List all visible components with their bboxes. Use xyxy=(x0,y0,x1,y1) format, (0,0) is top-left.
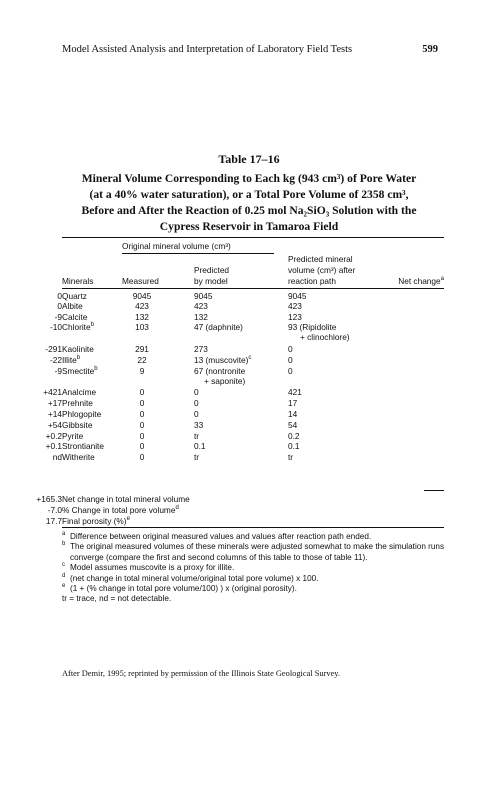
summary-label-text: Final porosity (%) xyxy=(62,516,127,526)
mineral-name: Smectite xyxy=(62,366,95,376)
summary-label xyxy=(62,505,179,515)
cell-path: 0 xyxy=(288,344,293,354)
mineral-sup: b xyxy=(94,366,98,373)
table-title-line: Cypress Reservoir in Tamaroa Field xyxy=(159,220,339,233)
footnotes xyxy=(62,532,447,605)
cell-net-change: +54 xyxy=(47,420,62,430)
cell-path: tr xyxy=(288,452,294,462)
running-head-title: Model Assisted Analysis and Interpretation of Laboratory Field Tests xyxy=(62,44,353,55)
cell-predicted-cont: + saponite) xyxy=(204,376,246,386)
cell-predicted xyxy=(194,452,199,462)
predicted-value: 0 xyxy=(194,387,199,397)
table-title-line: Mineral Volume Corresponding to Each kg (943 cm³) of Pore Water xyxy=(81,172,417,185)
summary-label xyxy=(62,516,130,526)
table-number: Table 17–16 xyxy=(218,152,280,166)
cell-mineral xyxy=(62,409,101,419)
cell-net-change: 0 xyxy=(57,301,62,311)
summary-value: 17.7 xyxy=(45,516,62,526)
footnote-mark: e xyxy=(62,583,66,590)
cell-mineral xyxy=(62,291,87,301)
cell-predicted xyxy=(194,387,199,397)
summary-label-text: Net change in total mineral volume xyxy=(62,494,190,504)
cell-predicted xyxy=(194,431,199,441)
cell-mineral xyxy=(62,312,87,322)
cell-path: 17 xyxy=(288,398,298,408)
cell-measured: 0 xyxy=(139,452,145,462)
cell-predicted xyxy=(194,322,243,332)
mineral-name: Kaolinite xyxy=(62,344,94,354)
page-number: 599 xyxy=(422,44,438,55)
cell-mineral xyxy=(62,431,83,441)
header-path-3: reaction path xyxy=(288,276,336,286)
running-head xyxy=(62,44,438,55)
footnote xyxy=(62,574,447,584)
predicted-value: tr xyxy=(194,452,200,462)
cell-measured: 132 xyxy=(135,312,149,322)
header-group-rule xyxy=(122,253,274,254)
cell-net-change: -10 xyxy=(50,322,62,332)
table-title-line: Before and After the Reaction of 0.25 mol Na₂SiO₃ Solution with the xyxy=(81,204,417,217)
header-measured: Measured xyxy=(122,276,159,286)
cell-net-change: +0.1 xyxy=(45,441,62,451)
mineral-name: Illite xyxy=(62,355,77,365)
header-net-change xyxy=(398,276,444,286)
cell-measured: 9045 xyxy=(132,291,152,301)
cell-path: 0 xyxy=(288,355,293,365)
footnote-text: (1 + (% change in total pore volume/100) ) x (original porosity). xyxy=(70,584,297,594)
header-path-1: Predicted mineral xyxy=(288,254,353,264)
cell-measured: 0 xyxy=(139,409,145,419)
mineral-name: Analcime xyxy=(62,387,97,397)
predicted-value: 33 xyxy=(194,420,204,430)
cell-path: 9045 xyxy=(288,291,307,301)
cell-net-change: -9 xyxy=(54,366,62,376)
summary-sup: d xyxy=(175,505,179,512)
cell-path-cont: + clinochlore) xyxy=(300,332,350,342)
predicted-value: 132 xyxy=(194,312,208,322)
mineral-name: Quartz xyxy=(62,291,87,301)
cell-measured: 0 xyxy=(139,431,145,441)
predicted-value: 273 xyxy=(194,344,208,354)
cell-path: 423 xyxy=(288,301,302,311)
cell-net-change: -9 xyxy=(54,312,62,322)
predicted-value: 13 (muscovite) xyxy=(194,355,249,365)
cell-mineral xyxy=(62,344,94,354)
cell-predicted xyxy=(194,366,245,376)
mineral-name: Pyrite xyxy=(62,431,84,441)
table-header-rule xyxy=(62,288,444,289)
predicted-value: tr xyxy=(194,431,200,441)
cell-measured: 0 xyxy=(139,398,145,408)
predicted-value: 0 xyxy=(194,409,199,419)
cell-mineral xyxy=(62,452,95,462)
table-top-rule xyxy=(62,237,444,238)
footnote xyxy=(62,532,447,542)
mineral-name: Prehnite xyxy=(62,398,93,408)
header-path-2: volume (cm³) after xyxy=(288,265,356,275)
cell-measured: 0 xyxy=(139,420,145,430)
summary-label-text: % Change in total pore volume xyxy=(62,505,176,515)
predicted-value: 423 xyxy=(194,301,208,311)
cell-path: 0.2 xyxy=(288,431,300,441)
header-predicted-1: Predicted xyxy=(194,265,230,275)
cell-path: 93 (Ripidolite xyxy=(288,322,337,332)
cell-net-change: -291 xyxy=(45,344,62,354)
cell-net-change: 0 xyxy=(57,291,62,301)
cell-predicted xyxy=(194,355,251,365)
summary-label xyxy=(62,494,190,504)
predicted-value: 0 xyxy=(194,398,199,408)
cell-mineral xyxy=(62,322,94,332)
cell-mineral xyxy=(62,420,92,430)
source-credit: After Demir, 1995; reprinted by permission of the Illinois State Geological Survey. xyxy=(62,669,340,678)
footnote xyxy=(62,563,447,573)
cell-predicted xyxy=(194,291,212,301)
table-title-line: (at a 40% water saturation), or a Total Pore Volume of 2358 cm³, xyxy=(89,188,409,201)
header-net-sup: a xyxy=(440,276,444,283)
cell-net-change: nd xyxy=(52,452,62,462)
cell-measured: 0 xyxy=(139,441,145,451)
footnote xyxy=(62,584,447,594)
header-group-label: Original mineral volume (cm³) xyxy=(122,241,231,251)
cell-measured: 9 xyxy=(139,366,145,376)
mineral-sup: b xyxy=(76,355,81,362)
cell-net-change: +421 xyxy=(43,387,62,397)
mineral-name: Calcite xyxy=(62,312,88,322)
summary-value: +165.3 xyxy=(36,494,62,504)
footnote-text: Model assumes muscovite is a proxy for illite. xyxy=(70,563,235,573)
cell-path: 421 xyxy=(288,387,302,397)
cell-measured: 291 xyxy=(135,344,149,354)
predicted-value: 9045 xyxy=(194,291,213,301)
footnote-mark: a xyxy=(62,531,66,537)
nd-underline xyxy=(424,490,444,491)
cell-predicted xyxy=(194,312,208,322)
predicted-value: 47 (daphnite) xyxy=(194,322,243,332)
cell-net-change: +17 xyxy=(47,398,62,408)
summary-sup: e xyxy=(126,516,130,523)
footnote xyxy=(62,542,447,563)
cell-measured: 22 xyxy=(137,355,147,365)
footnote-text: (net change in total mineral volume/original total pore volume) x 100. xyxy=(70,573,319,583)
cell-path: 123 xyxy=(288,312,302,322)
mineral-name: Gibbsite xyxy=(62,420,93,430)
mineral-name: Phlogopite xyxy=(62,409,102,419)
footnote-text: Difference between original measured values and values after reaction path ended. xyxy=(70,532,372,541)
cell-mineral xyxy=(62,301,83,311)
cell-measured: 103 xyxy=(135,322,149,332)
mineral-name: Chlorite xyxy=(62,322,91,332)
footnote-mark: d xyxy=(62,572,66,579)
summary-value: -7.0 xyxy=(47,505,62,515)
cell-net-change: -22 xyxy=(50,355,62,365)
header-minerals: Minerals xyxy=(62,276,94,286)
cell-mineral xyxy=(62,398,93,408)
predicted-value: 0.1 xyxy=(194,441,206,451)
mineral-name: Strontianite xyxy=(62,441,104,451)
footnote xyxy=(62,594,447,604)
footnote-text: The original measured volumes of these minerals were adjusted somewhat to make the simulation runs converge (compare the first and second columns of this table to those of table 11). xyxy=(70,542,445,562)
cell-path: 0.1 xyxy=(288,441,300,451)
cell-mineral xyxy=(62,387,96,397)
cell-mineral xyxy=(62,441,104,451)
header-net-label: Net change xyxy=(398,276,441,286)
cell-predicted xyxy=(194,441,206,451)
predicted-value: 67 (nontronite xyxy=(194,366,246,376)
cell-measured: 0 xyxy=(139,387,145,397)
cell-net-change: +14 xyxy=(47,409,62,419)
predicted-sup: c xyxy=(248,355,252,362)
cell-predicted xyxy=(194,409,199,419)
cell-path: 0 xyxy=(288,366,293,376)
header-predicted-2: by model xyxy=(194,276,228,286)
cell-predicted xyxy=(194,301,208,311)
footnote-mark: b xyxy=(62,541,66,548)
cell-measured: 423 xyxy=(135,301,149,311)
cell-net-change: +0.2 xyxy=(45,431,62,441)
cell-mineral xyxy=(62,366,98,376)
table-title-block xyxy=(40,152,458,235)
footnote-mark: c xyxy=(62,562,65,569)
mineral-name: Witherite xyxy=(62,452,95,462)
cell-predicted xyxy=(194,420,203,430)
cell-path: 14 xyxy=(288,409,298,419)
table-bottom-rule xyxy=(62,527,444,528)
cell-predicted xyxy=(194,344,208,354)
mineral-sup: b xyxy=(90,322,94,329)
cell-mineral xyxy=(62,355,80,365)
footnote-text: tr = trace, nd = not detectable. xyxy=(62,594,172,604)
cell-path: 54 xyxy=(288,420,298,430)
cell-predicted xyxy=(194,398,199,408)
mineral-name: Albite xyxy=(62,301,83,311)
